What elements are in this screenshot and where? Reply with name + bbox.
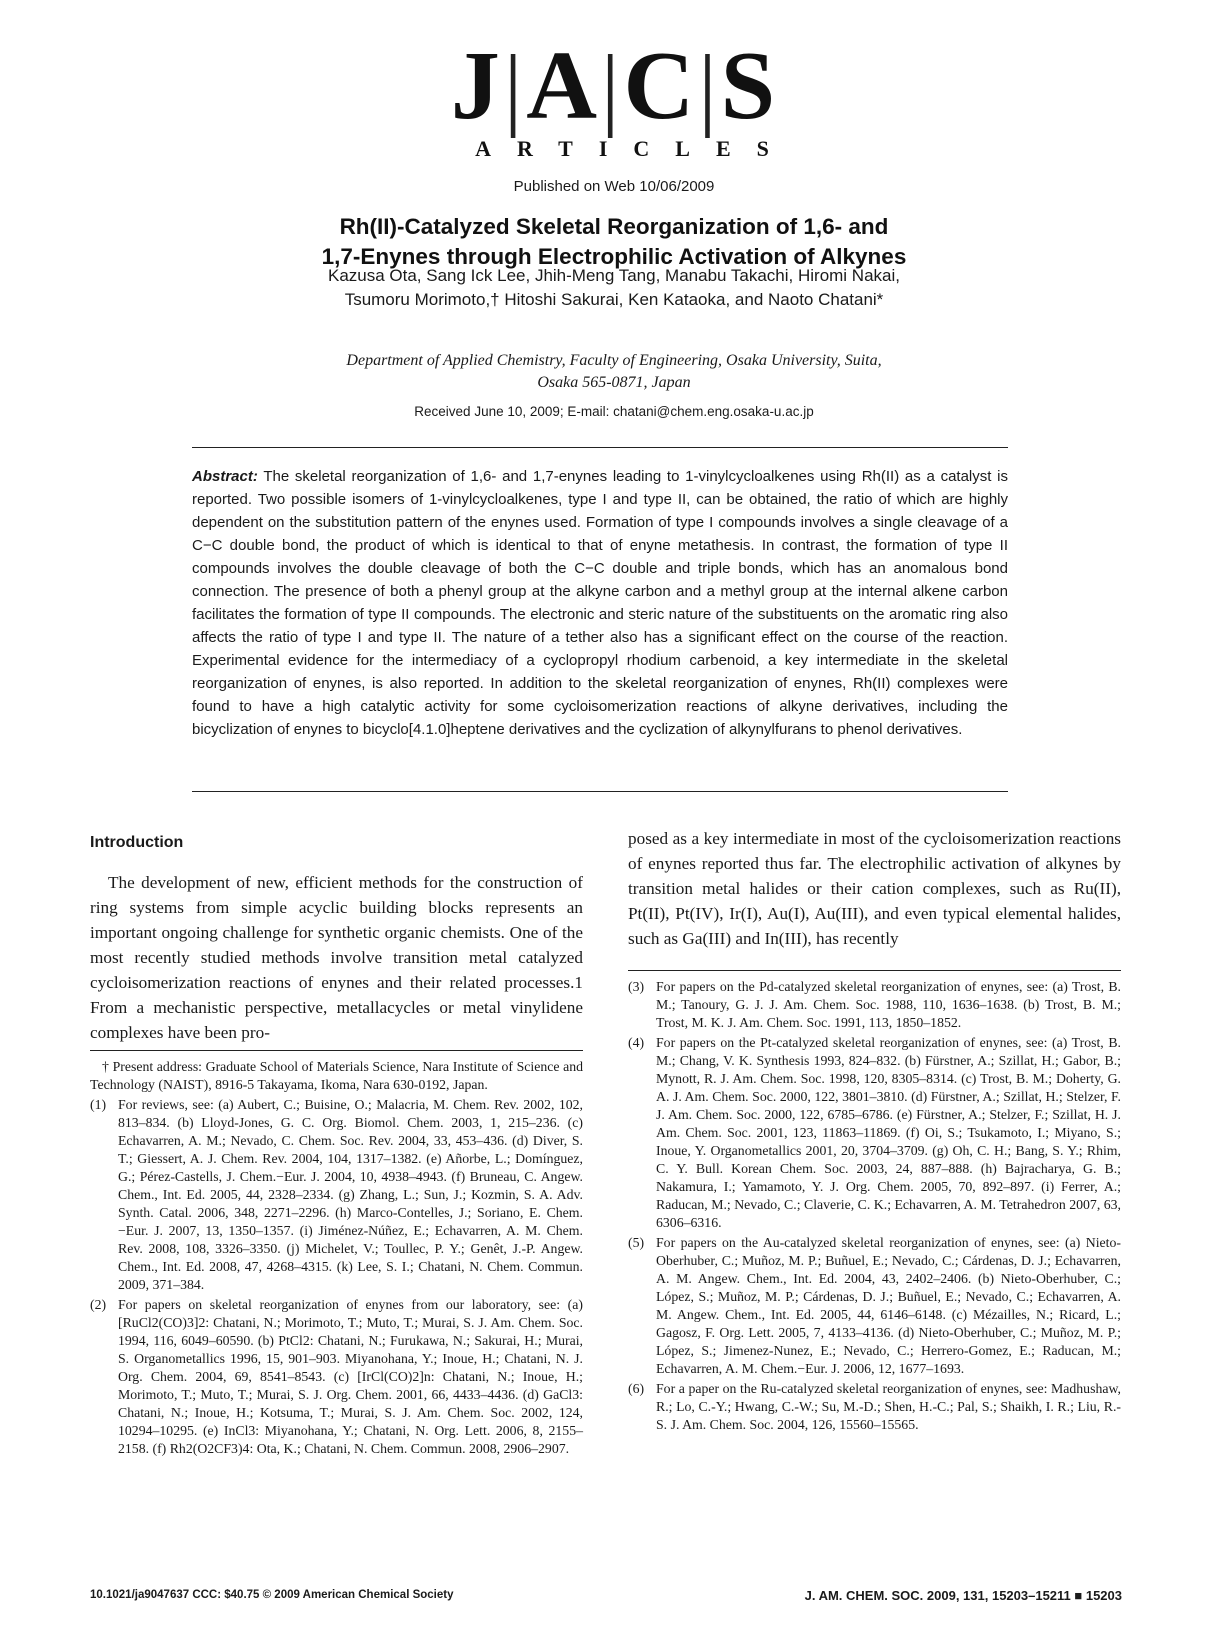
reference-2: (2) For papers on skeletal reorganization of enynes from our laboratory, see: (a) [RuCl2(CO)3]2: Chatani, N.; Morimoto, T.; Muto, T.; Murai, S. J. Am. Chem. Soc. 1994, 116, 6049–60590. (b) PtCl2: Chatani, N.; Furukawa, N.; Sakurai, H.; Murai, S. Organometallics 1996, 15, 901–903. Miyanohana, Y.; Inoue, H.; Chatani, N. J. Org. Chem. 2004, 69, 8541–8543. (c) [IrCl(CO)2]n: Chatani, N.; Inoue, H.; Morimoto, T.; Muto, T.; Murai, S. J. Org. Chem. 2001, 66, 4433–4436. (d) GaCl3: Chatani, N.; Inoue, H.; Kotsuma, T.; Murai, S. J. Am. Chem. Soc. 2002, 124, 10294–10295. (e) InCl3: Miyanohana, Y.; Chatani, N. Org. Lett. 2006, 8, 2155–2158. (f) Rh2(O2CF3)4: Ota, K.; Chatani, N. Chem. Commun. 2008, 2906–2907. bbox=[90, 1297, 583, 1456]
abstract-label: Abstract: bbox=[192, 468, 258, 485]
published-date: Published on Web 10/06/2009 bbox=[513, 178, 715, 195]
intro-paragraph-left: The development of new, efficient methods for the construction of ring systems from simple acyclic building blocks represents an important ongoing challenge for synthetic organic chemists. One of the most recently studied methods involve transition metal catalyzed cycloisomerization reactions of enynes and their related processes.1 From a mechanistic perspective, metallacycles or metal vinylidene complexes have been pro- bbox=[90, 873, 583, 1042]
journal-masthead bbox=[0, 32, 1228, 166]
footnotes-right bbox=[628, 978, 1121, 1436]
section-heading-introduction: Introduction bbox=[90, 834, 184, 851]
footnote-rule-left bbox=[90, 1050, 583, 1051]
affiliation: Department of Applied Chemistry, Faculty of Engineering, Osaka University, Suita, Osaka 565-0871, Japan bbox=[346, 352, 882, 391]
reference-5: (5) For papers on the Au-catalyzed skeletal reorganization of enynes, see: (a) Nieto-Oberhuber, C.; Muñoz, M. P.; Buñuel, E.; Nevado, C.; Cárdenas, D. J.; Echavarren, A. M. Angew. Chem., Int. Ed. 2004, 43, 2402–2406. (b) Nieto-Oberhuber, C.; López, S.; Muñoz, M. P.; Cárdenas, D. J.; Buñuel, E.; Nevado, C.; Echavarren, A. M. Angew. Chem., Int. Ed. 2005, 44, 6146–6148. (c) Mézailles, N.; Ricard, L.; Gagosz, F. Org. Lett. 2005, 7, 4133–4136. (d) Nieto-Oberhuber, C.; Muñoz, M. P.; López, S.; Jimenez-Nunez, E.; Nevado, C.; Herrero-Gomez, E.; Raducan, M.; Echavarren, A. M. Chem.−Eur. J. 2006, 12, 1677–1693. bbox=[628, 1235, 1121, 1376]
abstract-bottom-rule bbox=[192, 791, 1008, 792]
reference-6: (6) For a paper on the Ru-catalyzed skeletal reorganization of enynes, see: Madhushaw, R.; Lo, C.-Y.; Hwang, C.-W.; Su, M.-D.; Shen, H.-C.; Pal, S.; Shaikh, I. R.; Liu, R.-S. J. Am. Chem. Soc. 2004, 126, 15560–15565. bbox=[628, 1381, 1121, 1432]
footnote-rule-right bbox=[628, 970, 1121, 971]
intro-paragraph-right: posed as a key intermediate in most of the cycloisomerization reactions of enynes reported thus far. The electrophilic activation of alkynes by transition metal halides or their cation complexes, such as Ru(II), Pt(II), Pt(IV), Ir(I), Au(I), Au(III), and even typical elemental halides, such as Ga(III) and In(III), has recently bbox=[628, 829, 1121, 948]
article-title: Rh(II)-Catalyzed Skeletal Reorganization of 1,6- and 1,7-Enynes through Electrophilic Activation of Alkynes bbox=[321, 214, 907, 269]
reference-3: (3) For papers on the Pd-catalyzed skeletal reorganization of enynes, see: (a) Trost, B. M.; Tanoury, G. J. J. Am. Chem. Soc. 1988, 110, 1636–1638. (b) Trost, B. M.; Trost, M. K. J. Am. Chem. Soc. 1991, 113, 1850–1852. bbox=[628, 979, 1121, 1030]
footer-doi-copyright: 10.1021/ja9047637 CCC: $40.75 © 2009 American Chemical Society bbox=[90, 1589, 454, 1601]
footnotes-left bbox=[90, 1058, 583, 1460]
reference-4: (4) For papers on the Pt-catalyzed skeletal reorganization of enynes, see: (a) Trost, B. M.; Chang, V. K. Synthesis 1993, 824–832. (b) Fürstner, A.; Szillat, H.; Gabor, B.; Mynott, R. J. Am. Chem. Soc. 1998, 120, 8305–8314. (c) Trost, B. M.; Doherty, G. A. J. Am. Chem. Soc. 2000, 122, 3801–3810. (d) Fürstner, A.; Szillat, H.; Stelzer, F. J. Am. Chem. Soc. 2000, 122, 6785–6786. (e) Fürstner, A.; Stelzer, F.; Szillat, H. J. Am. Chem. Soc. 2001, 123, 11863–11869. (f) Oi, S.; Tsukamoto, I.; Miyano, S.; Inoue, Y. Organometallics 2001, 20, 3704–3709. (g) Oh, C. H.; Bang, S. Y.; Rhim, C. Y. Bull. Korean Chem. Soc. 2003, 24, 887–888. (h) Bajracharya, G. B.; Nakamura, I.; Yamamoto, Y. J. Org. Chem. 2005, 70, 892–897. (i) Ferrer, A.; Raducan, M.; Nevado, C.; Claverie, C. K.; Echavarren, A. M. Tetrahedron 2007, 63, 6306–6316. bbox=[628, 1035, 1121, 1230]
jacs-logo: J|A|C|S bbox=[450, 32, 778, 140]
reference-1: (1) For reviews, see: (a) Aubert, C.; Buisine, O.; Malacria, M. Chem. Rev. 2002, 102, 813–834. (b) Lloyd-Jones, G. C. Org. Biomol. Chem. 2003, 1, 215–236. (c) Echavarren, A. M.; Nevado, C. Chem. Soc. Rev. 2004, 33, 453–436. (d) Diver, S. T.; Giessert, A. J. Chem. Rev. 2004, 104, 1317–1382. (e) Añorbe, L.; Domínguez, G.; Pérez-Castells, J. Chem.−Eur. J. 2004, 10, 4938–4943. (f) Bruneau, C. Angew. Chem., Int. Ed. 2005, 44, 2328–2334. (g) Zhang, L.; Sun, J.; Kozmin, S. A. Adv. Synth. Catal. 2006, 348, 2271–2296. (h) Marco-Contelles, J.; Soriano, E. Chem.−Eur. J. 2007, 13, 1350–1357. (i) Jiménez-Núñez, E.; Echavarren, A. M. Chem. Rev. 2008, 108, 3326–3350. (j) Michelet, V.; Toullec, P. Y.; Genêt, J.-P. Angew. Chem., Int. Ed. 2008, 47, 4268–4315. (k) Lee, S. I.; Chatani, N. Chem. Commun. 2009, 371–384. bbox=[90, 1097, 583, 1292]
abstract-text: The skeletal reorganization of 1,6- and 1,7-enynes leading to 1-vinylcycloalkenes using Rh(II) as a catalyst is reported. Two possible isomers of 1-vinylcycloalkenes, type I and type II, can be obtained, the ratio of which are highly dependent on the substitution pattern of the enynes used. Formation of type I compounds involves a single cleavage of a C−C double bond, the product of which is identical to that of enyne metathesis. In contrast, the formation of type II compounds involves the double cleavage of both the C−C double and triple bonds, which has an anomalous bond connection. The presence of both a phenyl group at the alkyne carbon and a methyl group at the internal alkene carbon facilitates the formation of type II compounds. The electronic and steric nature of the substituents on the aromatic ring also affects the ratio of type I and type II. The nature of a tether also has a significant effect on the course of the reaction. Experimental evidence for the intermediacy of a cyclopropyl rhodium carbenoid, a key intermediate in the skeletal reorganization of enynes, is also reported. In addition to the skeletal reorganization of enynes, Rh(II) complexes were found to have a high catalytic activity for some cycloisomerization reactions of alkyne derivatives, including the bicyclization of enynes to bicyclo[4.1.0]heptene derivatives and the cyclization of alkynylfurans to phenol derivatives. bbox=[192, 468, 1008, 738]
author-list: Kazusa Ota, Sang Ick Lee, Jhih-Meng Tang, Manabu Takachi, Hiromi Nakai, Tsumoru Morimoto,† Hitoshi Sakurai, Ken Kataoka, and Naoto Chatani* bbox=[327, 266, 900, 309]
footer-citation: J. AM. CHEM. SOC. 2009, 131, 15203–15211 ■ 15203 bbox=[804, 1588, 1122, 1603]
received-date-email: Received June 10, 2009; E-mail: chatani@chem.eng.osaka-u.ac.jp bbox=[414, 404, 814, 419]
abstract bbox=[192, 465, 1008, 741]
abstract-top-rule bbox=[192, 447, 1008, 448]
dagger-footnote: † Present address: Graduate School of Materials Science, Nara Institute of Science and Technology (NAIST), 8916-5 Takayama, Ikoma, Nara 630-0192, Japan. bbox=[90, 1059, 583, 1092]
articles-label: ARTICLES bbox=[475, 136, 795, 161]
